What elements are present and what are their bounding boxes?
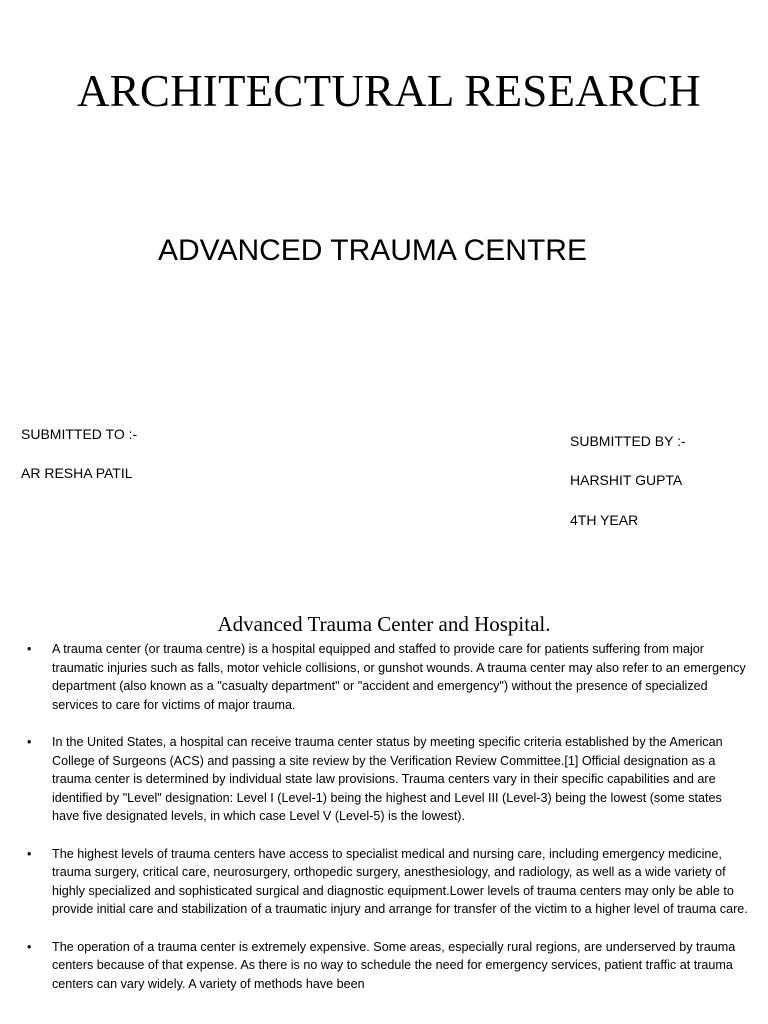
bullet-text: The highest levels of trauma centers have access to specialist medical and nursing care, including emergency medicine, trauma surgery, critical care, neurosurgery, orthopedic surgery, anesthesiology, and radiology, as well as a wide variety of highly specialized and sophisticated surgical and diagnostic equipment.Lower levels of trauma centers may only be able to provide initial care and stabilization of a traumatic injury and arrange for transfer of the victim to a higher level of trauma care. bbox=[52, 846, 748, 917]
bullet-icon: • bbox=[27, 846, 32, 861]
bullet-item bbox=[24, 733, 748, 826]
bullet-icon: • bbox=[27, 939, 32, 954]
bullet-icon: • bbox=[27, 642, 32, 656]
submitted-to-heading: SUBMITTED TO :- bbox=[21, 426, 138, 442]
submitted-by-heading: SUBMITTED BY :- bbox=[570, 433, 686, 449]
subject-title: ADVANCED TRAUMA CENTRE bbox=[158, 234, 587, 267]
main-title: ARCHITECTURAL RESEARCH bbox=[76, 66, 701, 116]
section-title: Advanced Trauma Center and Hospital. bbox=[217, 612, 551, 636]
bullet-item bbox=[24, 938, 748, 994]
bullet-text: In the United States, a hospital can receive trauma center status by meeting specific criteria established by the American College of Surgeons (ACS) and passing a site review by the Verification Review Committee.[1] Official designation as a trauma center is determined by individual state law provisions. Trauma centers vary in their specific capabilities and are identified by "Level" designation: Level I (Level-1) being the highest and Level III (Level-3) being the lowest (some states have five designated levels, in which case Level V (Level-5) is the lowest). bbox=[52, 734, 723, 824]
bullet-text: A trauma center (or trauma centre) is a hospital equipped and staffed to provide care for patients suffering from major traumatic injuries such as falls, motor vehicle collisions, or gunshot wounds. A trauma center may also refer to an emergency department (also known as a "casualty department" or "accident and emergency") without the presence of specialized services to care for victims of major trauma. bbox=[52, 642, 746, 712]
bullet-icon: • bbox=[27, 734, 32, 749]
bullet-item bbox=[24, 845, 748, 919]
submitted-by-year: 4TH YEAR bbox=[570, 512, 639, 528]
bullet-list bbox=[24, 640, 748, 1012]
bullet-text: The operation of a trauma center is extremely expensive. Some areas, especially rural regions, are underserved by trauma centers because of that expense. As there is no way to schedule the need for emergency services, patient traffic at trauma centers can vary widely. A variety of methods have been bbox=[52, 939, 736, 991]
submitted-by-name: HARSHIT GUPTA bbox=[570, 472, 683, 488]
bullet-item bbox=[24, 640, 748, 714]
submitted-to-name: AR RESHA PATIL bbox=[21, 465, 133, 481]
